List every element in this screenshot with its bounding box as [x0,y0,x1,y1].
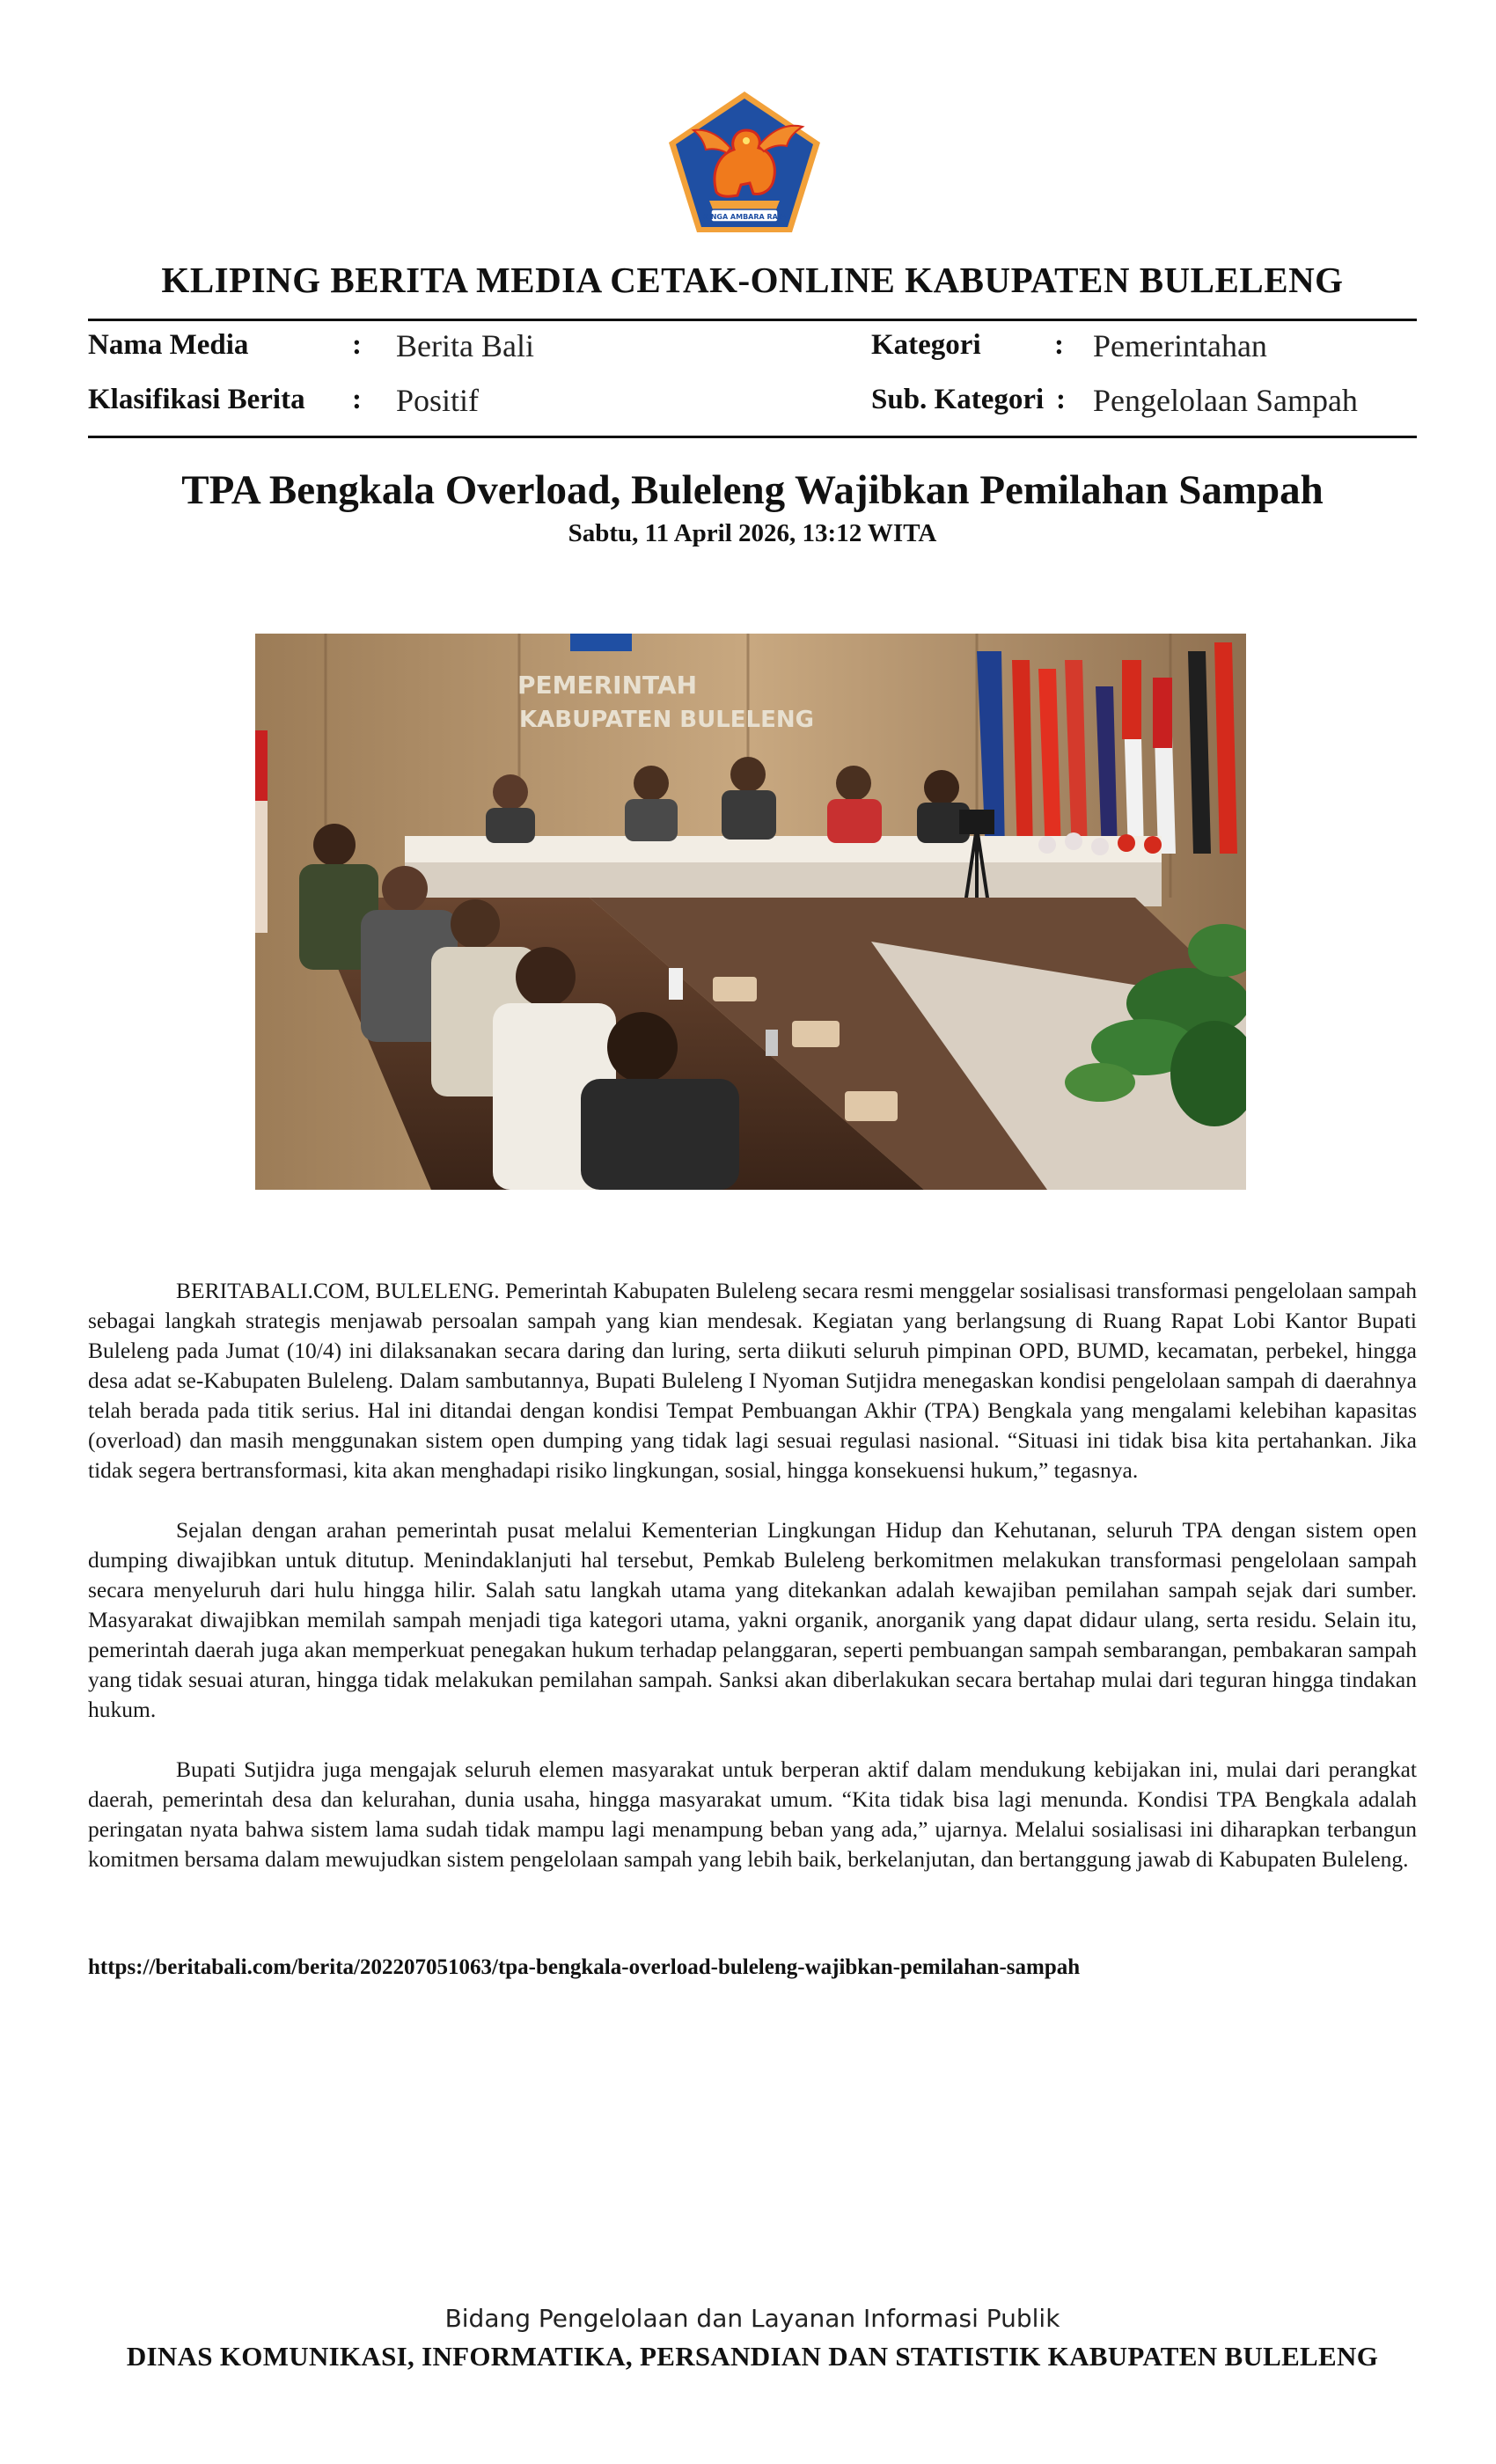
category-label: Kategori [871,329,981,361]
photo-sign-line2: KABUPATEN BULELENG [519,707,814,733]
clipping-header-title: KLIPING BERITA MEDIA CETAK-ONLINE KABUPATEN BULELENG [161,260,1344,300]
classification-value: Positif [396,383,480,418]
header-top-rule [88,319,1417,321]
logo-motto: SINGA AMBARA RAJA [702,213,787,221]
source-url: https://beritabali.com/berita/202207051063/tpa-bengkala-overload-buleleng-wajibkan-pemilahan-sampah [88,1955,1081,1979]
category-colon: : [1054,329,1064,361]
subcategory-colon: : [1056,384,1066,415]
header-bottom-rule [88,436,1417,438]
photo-sign-line1: PEMERINTAH [517,671,698,700]
article-paragraph-2: Sejalan dengan arahan pemerintah pusat melalui Kementerian Lingkungan Hidup dan Kehutanan, seluruh TPA dengan sistem open dumping diwajibkan untuk ditutup. Menindaklanjuti hal tersebut, Pemkab Buleleng berkomitmen melakukan transformasi pengelolaan sampah secara menyeluruh dari hulu hingga hilir. Salah satu langkah utama yang ditekankan adalah kewajiban pemilahan sampah sejak dari sumber. Masyarakat diwajibkan memilah sampah menjadi tiga kategori utama, yakni organik, anorganik yang dapat didaur ulang, serta residu. Selain itu, pemerintah daerah juga akan memperkuat penegakan hukum terhadap pelanggaran, seperti pembuangan sampah sembarangan, pembakaran sampah yang tidak sesuai aturan, hingga tidak melakukan pemilahan sampah. Sanksi akan diberlakukan secara bertahap mulai dari teguran hingga tindakan hukum. [88,1517,1417,1722]
subcategory-label: Sub. Kategori [871,384,1045,415]
article-paragraph-1: BERITABALI.COM, BULELENG. Pemerintah Kabupaten Buleleng secara resmi menggelar sosialisasi transformasi pengelolaan sampah sebagai langkah strategis menjawab persoalan sampah yang kian mendesak. Kegiatan yang berlangsung di Ruang Rapat Lobi Kantor Bupati Buleleng pada Jumat (10/4) ini dilaksanakan secara daring dan luring, serta diikuti seluruh pimpinan OPD, BUMD, kecamatan, perbekel, hingga desa adat se-Kabupaten Buleleng. Dalam sambutannya, Bupati Buleleng I Nyoman Sutjidra menegaskan kondisi pengelolaan sampah di daerahnya telah berada pada titik serius. Hal ini ditandai dengan kondisi Tempat Pembuangan Akhir (TPA) Bengkala yang mengalami kelebihan kapasitas (overload) dan masih menggunakan sistem open dumping yang tidak lagi sesuai regulasi nasional. “Situasi ini tidak bisa kita pertahankan. Jika tidak segera bertransformasi, kita akan menghadapi risiko lingkungan, sosial, hingga konsekuensi hukum,” tegasnya. [88,1278,1418,1483]
article-title: TPA Bengkala Overload, Buleleng Wajibkan Pemilahan Sampah [181,467,1324,513]
subcategory-value: Pengelolaan Sampah [1093,383,1358,418]
article-paragraph-3: Bupati Sutjidra juga mengajak seluruh elemen masyarakat untuk berperan aktif dalam mendukung kebijakan ini, mulai dari perangkat daerah, pemerintah desa dan kelurahan, dunia usaha, hingga masyarakat umum. “Kita tidak bisa lagi menunda. Kondisi TPA Bengkala adalah peringatan nyata bahwa sistem lama sudah tidak mampu lagi menampung beban yang ada,” ujarnya. Melalui sosialisasi ini diharapkan terbangun komitmen bersama dalam mewujudkan sistem pengelolaan sampah yang lebih baik, berkelanjutan, dan bertanggung jawab di Kabupaten Buleleng. [88,1756,1417,1872]
media-name-colon: : [352,329,362,361]
article-body [88,1276,1417,1904]
kabupaten-buleleng-emblem-icon [665,88,824,236]
media-name-label: Nama Media [88,329,249,361]
category-value: Pemerintahan [1093,328,1267,363]
classification-label: Klasifikasi Berita [88,384,305,415]
article-photo [255,634,1246,1190]
media-name-value: Berita Bali [396,328,534,363]
classification-colon: : [352,384,362,415]
article-date: Sabtu, 11 April 2026, 13:12 WITA [568,519,937,547]
footer-agency: DINAS KOMUNIKASI, INFORMATIKA, PERSANDIAN DAN STATISTIK KABUPATEN BULELENG [126,2341,1379,2372]
footer-division: Bidang Pengelolaan dan Layanan Informasi Publik [444,2304,1060,2333]
